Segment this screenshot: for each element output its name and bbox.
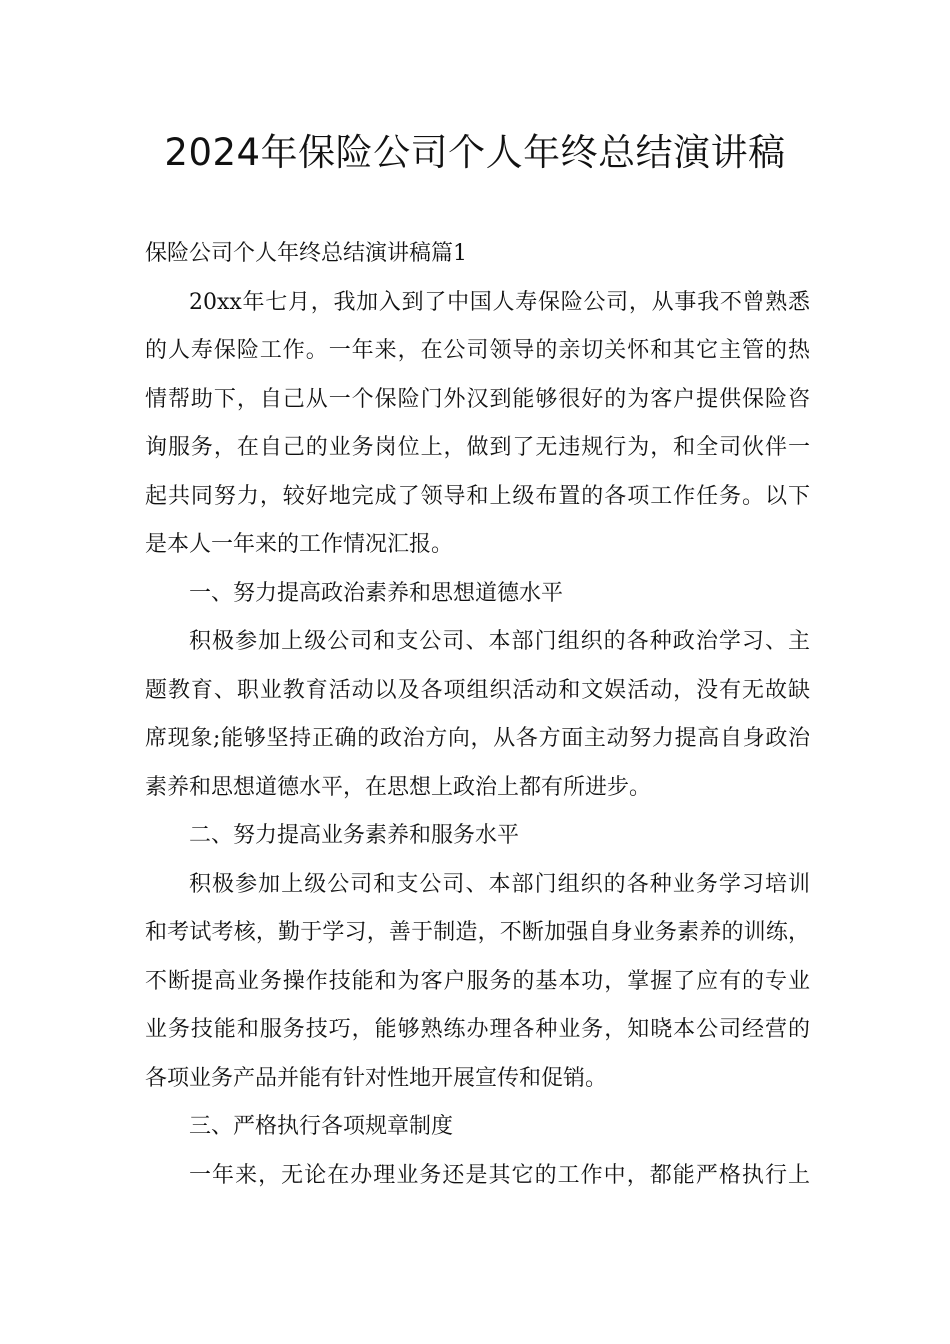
subheading: 一、努力提高政治素养和思想道德水平	[189, 580, 564, 606]
paragraph-line: 业务技能和服务技巧，能够熟练办理各种业务，知晓本公司经营的	[145, 1017, 810, 1042]
paragraph-line: 题教育、职业教育活动以及各项组织活动和文娱活动，没有无故缺	[145, 677, 810, 703]
document-title: 2024年保险公司个人年终总结演讲稿	[164, 131, 786, 174]
paragraph-line: 起共同努力，较好地完成了领导和上级布置的各项工作任务。以下	[145, 483, 810, 509]
paragraph-line: 不断提高业务操作技能和为客户服务的基本功，掌握了应有的专业	[145, 968, 810, 994]
paragraph-line: 的人寿保险工作。一年来，在公司领导的亲切关怀和其它主管的热	[145, 338, 810, 363]
paragraph-line: 席现象;能够坚持正确的政治方向，从各方面主动努力提高自身政治	[145, 726, 810, 751]
paragraph-line: 积极参加上级公司和支公司、本部门组织的各种政治学习、主	[189, 629, 810, 654]
paragraph-line: 素养和思想道德水平，在思想上政治上都有所进步。	[145, 774, 652, 800]
paragraph-line: 各项业务产品并能有针对性地开展宣传和促销。	[145, 1065, 608, 1091]
subheading: 二、努力提高业务素养和服务水平	[189, 823, 520, 848]
paragraph-line: 积极参加上级公司和支公司、本部门组织的各种业务学习培训	[189, 871, 810, 897]
paragraph-line: 情帮助下，自己从一个保险门外汉到能够很好的为客户提供保险咨	[145, 386, 810, 412]
subheading: 三、严格执行各项规章制度	[189, 1114, 454, 1139]
paragraph-line: 是本人一年来的工作情况汇报。	[145, 532, 454, 557]
document-body	[145, 230, 810, 1200]
paragraph-line: 询服务，在自己的业务岗位上，做到了无违规行为，和全司伙伴一	[145, 435, 810, 460]
section-heading: 保险公司个人年终总结演讲稿篇1	[145, 241, 467, 266]
paragraph-line: 和考试考核，勤于学习，善于制造，不断加强自身业务素养的训练，	[145, 920, 810, 945]
paragraph-line: 一年来，无论在办理业务还是其它的工作中，都能严格执行上	[189, 1162, 810, 1188]
paragraph-line: 20xx年七月，我加入到了中国人寿保险公司，从事我不曾熟悉	[189, 289, 810, 315]
